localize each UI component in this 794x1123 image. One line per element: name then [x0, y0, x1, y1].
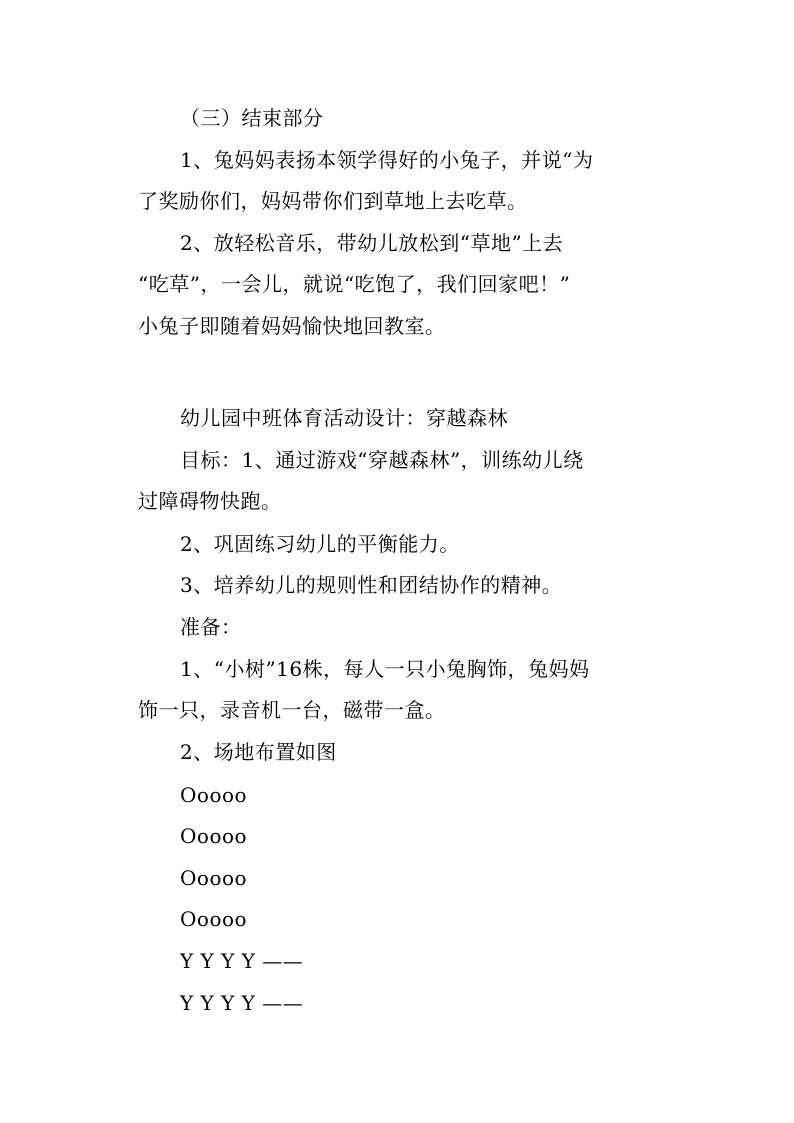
end-item2-line3: 小兔子即随着妈妈愉快地回教室。 — [138, 314, 446, 338]
goal-line2: 过障碍物快跑。 — [138, 489, 282, 513]
goal-2: 2、巩固练习幼儿的平衡能力。 — [180, 532, 460, 556]
end-item2-line1: 2、放轻松音乐，带幼儿放松到“草地”上去 — [180, 231, 564, 255]
goal-line1: 目标：1、通过游戏“穿越森林”，训练幼儿绕 — [180, 448, 584, 472]
prep1-line2: 饰一只，录音机一台，磁带一盒。 — [138, 698, 446, 722]
diagram-row: Ooooo — [180, 783, 248, 807]
prep-2: 2、场地布置如图 — [180, 740, 337, 764]
diagram-row: Y Y Y Y —— — [180, 949, 304, 973]
diagram-row: Ooooo — [180, 824, 248, 848]
section-heading: （三）结束部分 — [180, 106, 324, 130]
end-item1-line2: 了奖励你们，妈妈带你们到草地上去吃草。 — [138, 189, 528, 213]
end-item2-line2: “吃草”，一会儿，就说“吃饱了，我们回家吧！” — [138, 272, 571, 296]
diagram-row: Y Y Y Y —— — [180, 991, 304, 1015]
prep-label: 准备： — [180, 615, 242, 639]
diagram-row: Ooooo — [180, 866, 248, 890]
prep1-line1: 1、“小树”16株，每人一只小兔胸饰，兔妈妈 — [180, 657, 590, 681]
diagram-row: Ooooo — [180, 907, 248, 931]
end-item1-line1: 1、兔妈妈表扬本领学得好的小兔子，并说“为 — [180, 148, 594, 172]
goal-3: 3、培养幼儿的规则性和团结协作的精神。 — [180, 573, 563, 597]
activity-title: 幼儿园中班体育活动设计：穿越森林 — [180, 406, 508, 430]
